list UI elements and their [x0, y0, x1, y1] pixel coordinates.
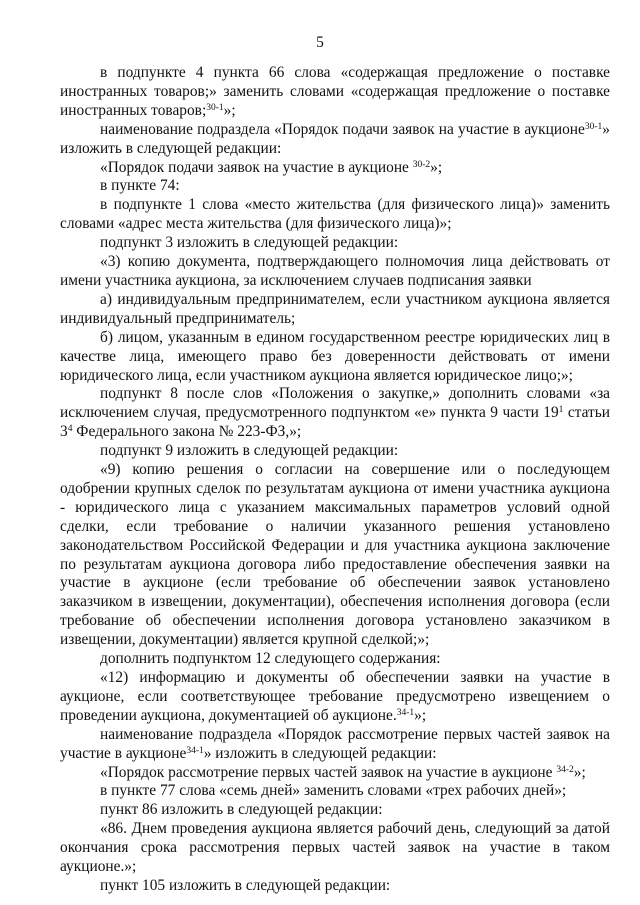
paragraph: «3) копию документа, подтверждающего полномочия лица действовать от имени участника аукциона, за исключением случаев подписания заявки	[60, 253, 610, 289]
paragraph: «86. Днем проведения аукциона является рабочий день, следующий за датой окончания срока рассмотрения первых частей заявок на участие в таком аукционе.»;	[60, 820, 610, 876]
footnote-ref: 34-1	[396, 707, 415, 718]
footnote-ref: 4	[67, 424, 73, 435]
paragraph: б) лицом, указанным в едином государственном реестре юридических лиц в качестве лица, имеющего право без доверенности действовать от имени юридического лица, если участником аукциона является юридическое лицо;»;	[60, 328, 610, 384]
paragraph: «12) информацию и документы об обеспечении заявки на участие в аукционе, если соответствующее требование предусмотрено извещением о проведении аукциона, документацией об аукционе.$^{34-1}$»;	[60, 669, 610, 724]
paragraph: наименование подраздела «Порядок подачи заявок на участие в аукционе$^{30-1}$» изложить в следующей редакции:	[60, 120, 610, 157]
footnote-ref: 34-1	[186, 745, 204, 756]
footnote-ref: 34-2	[556, 764, 574, 775]
paragraph: «9) копию решения о согласии на совершение или о последующем одобрении крупных сделок по результатам аукциона от имени участника аукциона - юридического лица с указанием максимальных параметров условий одной сделки, если требование о наличии указанного решения установлено законодательством Российской Федерации и для участника аукциона заключение по результатам аукциона договора либо предоставление обеспечения заявки на участие в аукционе (если требование об обеспечении заявок установлено заказчиком в извещении, документации), обеспечения исполнения договора (если требование об обеспечении исполнения договора установлено заказчиком в извещении, документации) является крупной сделкой;»;	[60, 461, 610, 649]
paragraph: пункт 105 изложить в следующей редакции:	[100, 876, 391, 894]
footnote-ref: 30-1	[584, 121, 603, 132]
paragraph: в пункте 77 слова «семь дней» заменить словами «трех рабочих дней»;	[100, 782, 567, 800]
paragraph: наименование подраздела «Порядок рассмотрение первых частей заявок на участие в аукционе$^{34-1}$» изложить в следующей редакции:	[60, 725, 610, 762]
paragraph: а) индивидуальным предпринимателем, если участником аукциона является индивидуальный предприниматель;	[60, 290, 610, 327]
footnote-ref: 30-1	[206, 102, 224, 113]
footnote-ref: 1	[558, 405, 564, 416]
paragraph: дополнить подпунктом 12 следующего содержания:	[100, 650, 441, 668]
paragraph: пункт 86 изложить в следующей редакции:	[100, 801, 383, 819]
paragraph: «Порядок подачи заявок на участие в аукционе $^{30-2}$»;	[100, 158, 443, 176]
paragraph: подпункт 3 изложить в следующей редакции:	[100, 234, 399, 252]
paragraph: подпункт 9 изложить в следующей редакции:	[100, 442, 399, 460]
paragraph: в пункте 74:	[100, 177, 180, 195]
paragraph: в подпункте 1 слова «место жительства (для физического лица)» заменить словами «адрес места жительства (для физического лица)»;	[60, 196, 610, 233]
footnote-ref: 30-2	[412, 159, 431, 170]
paragraph: «Порядок рассмотрение первых частей заявок на участие в аукционе $^{34-2}$»;	[100, 763, 586, 781]
paragraph: подпункт 8 после слов «Положения о закупке,» дополнить словами «за исключением случая, предусмотренного подпунктом «е» пункта 9 части $19^1$ статьи $3^4$ Федерального закона № 223-ФЗ,»;	[60, 385, 610, 441]
page-number: 5	[316, 34, 324, 51]
document-body	[60, 64, 610, 896]
paragraph: в подпункте 4 пункта 66 слова «содержащая предложение о поставке иностранных товаров;» заменить словами «содержащая предложение о поставке иностранных товаров;$^{30-1}$»;	[60, 64, 610, 119]
